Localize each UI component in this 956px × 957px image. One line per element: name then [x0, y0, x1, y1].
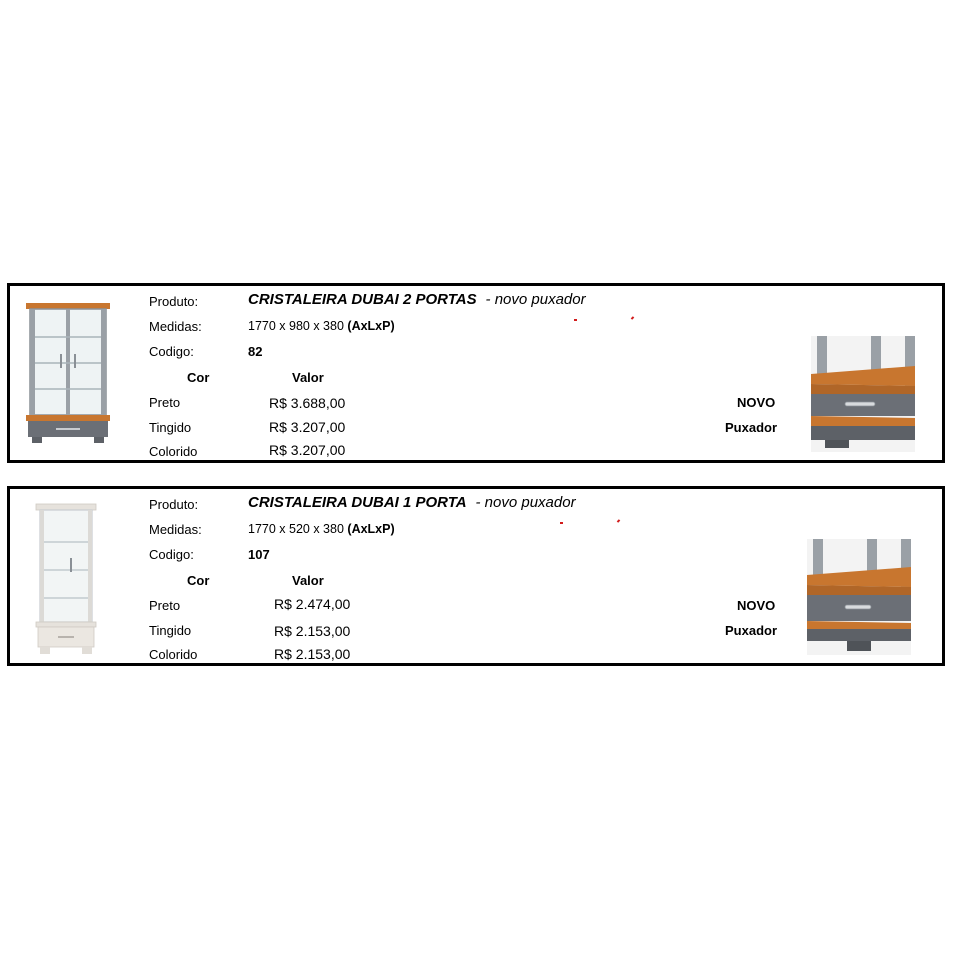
price-row-cor: Colorido	[149, 444, 198, 459]
price-row-cor: Preto	[149, 395, 181, 410]
dimensions-row	[248, 522, 395, 536]
handle-closeup-image	[807, 539, 911, 655]
red-mark	[617, 519, 621, 523]
price-row-cor: Colorido	[149, 647, 198, 662]
dimensions-row	[248, 319, 395, 333]
dimensions-unit: (AxLxP)	[347, 522, 395, 536]
red-mark	[574, 319, 577, 321]
product-code: 82	[248, 344, 263, 359]
price-row-valor: R$ 2.474,00	[274, 596, 351, 612]
codigo-label: Codigo:	[149, 547, 194, 562]
novo-badge: NOVO	[737, 395, 776, 410]
product-title: CRISTALEIRA DUBAI 1 PORTA	[248, 494, 467, 511]
cor-header: Cor	[187, 573, 210, 588]
handle-closeup-image	[811, 336, 915, 452]
price-row-valor: R$ 3.688,00	[269, 395, 346, 411]
price-row-cor: Tingido	[149, 420, 192, 435]
product-code: 107	[248, 547, 270, 562]
product-subtitle: - novo puxador	[485, 291, 586, 308]
valor-header: Valor	[292, 370, 324, 385]
novo-badge: NOVO	[737, 598, 776, 613]
product-title-row	[248, 494, 576, 512]
product-card-dubai-1-porta	[7, 486, 945, 666]
product-title-row	[248, 291, 586, 309]
red-mark	[631, 316, 635, 320]
red-mark	[560, 522, 563, 524]
price-row-valor: R$ 3.207,00	[269, 442, 346, 458]
price-row-valor: R$ 2.153,00	[274, 623, 351, 639]
dimensions-unit: (AxLxP)	[347, 319, 395, 333]
codigo-label: Codigo:	[149, 344, 194, 359]
product-title: CRISTALEIRA DUBAI 2 PORTAS	[248, 291, 477, 308]
cabinet-1-door-image	[34, 502, 98, 658]
price-row-cor: Tingido	[149, 623, 192, 638]
dimensions-value: 1770 x 980 x 380	[248, 319, 344, 333]
cor-header: Cor	[187, 370, 210, 385]
puxador-badge: Puxador	[725, 420, 778, 435]
product-subtitle: - novo puxador	[475, 494, 576, 511]
price-row-valor: R$ 3.207,00	[269, 419, 346, 435]
produto-label: Produto:	[149, 497, 199, 512]
puxador-badge: Puxador	[725, 623, 778, 638]
valor-header: Valor	[292, 573, 324, 588]
medidas-label: Medidas:	[149, 319, 202, 334]
price-row-valor: R$ 2.153,00	[274, 646, 351, 662]
product-card-dubai-2-portas	[7, 283, 945, 463]
medidas-label: Medidas:	[149, 522, 202, 537]
produto-label: Produto:	[149, 294, 199, 309]
cabinet-2-doors-image	[20, 299, 116, 449]
price-row-cor: Preto	[149, 598, 181, 613]
dimensions-value: 1770 x 520 x 380	[248, 522, 344, 536]
